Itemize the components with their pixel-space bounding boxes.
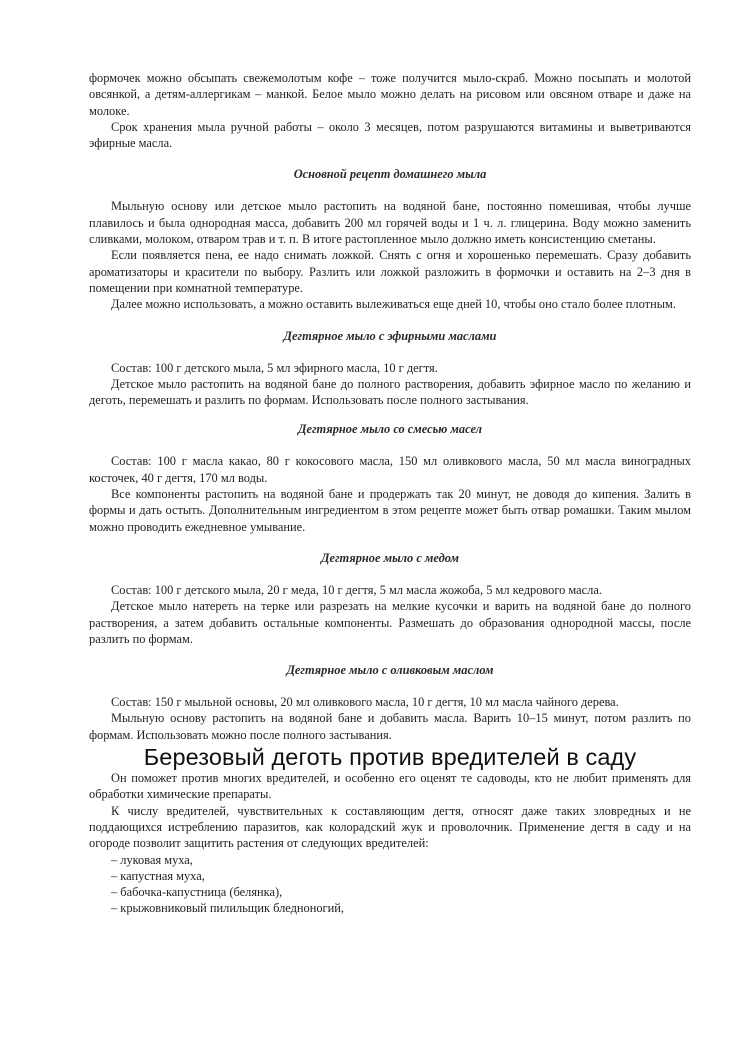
tar-oils-method: Все компоненты растопить на водяной бане и продержать так 20 минут, не доводя до кипения. Залить в формы и дать остыть. Дополнительным ингредиентом в этом рецепте может быть отвар ромашки. Таким мылом можно проводить ежедневное умывание. <box>89 487 691 534</box>
section-heading-tar-olive: Дегтярное мыло с оливковым маслом <box>286 663 494 678</box>
section-heading-tar-honey: Дегтярное мыло с медом <box>321 550 459 565</box>
section-heading-tar-oils: Дегтярное мыло со смесью масел <box>298 422 482 437</box>
tar-essential-ingredients: Состав: 100 г детского мыла, 5 мл эфирного масла, 10 г дегтя. <box>111 360 438 375</box>
tar-honey-method: Детское мыло натереть на терке или разрезать на мелкие кусочки и варить на водяной бане до полного растворения, а затем добавить остальные компоненты. Размешать до образования однородной массы, после разлить по формам. <box>89 599 691 646</box>
list-item: – крыжовниковый пилильщик бледноногий, <box>111 901 344 916</box>
garden-paragraph-2: К числу вредителей, чувствительных к составляющим дегтя, относят даже таких зловредных и не поддающихся истреблению паразитов, как колорадский жук и проволочник. Применение дегтя в саду и на огороде позволит защитить растения от следующих вредителей: <box>89 803 691 851</box>
basic-recipe-paragraph-2: Если появляется пена, ее надо снимать ложкой. Снять с огня и хорошенько перемешать. Сразу добавить ароматизаторы и красители по выбору. Разлить или ложкой разложить в формочки и оставить на 2–3 дня в помещении при комнатной температуре. <box>89 248 691 295</box>
tar-oils-ingredients: Состав: 100 г масла какао, 80 г кокосового масла, 150 мл оливкового масла, 50 мл масла виноградных косточек, 40 г дегтя, 170 мл воды. <box>89 454 691 485</box>
basic-recipe-paragraph-1: Мыльную основу или детское мыло растопить на водяной бане, постоянно помешивая, чтобы лучше плавилось и была однородная масса, добавить 200 мл горячей воды и 1 ч. л. глицерина. Воду можно заменить сливками, молоком, отваром трав и т. п. В итоге растопленное мыло должно иметь консистенцию сметаны. <box>89 199 691 247</box>
tar-honey-ingredients: Состав: 100 г детского мыла, 20 г меда, 10 г дегтя, 5 мл масла жожоба, 5 мл кедрового масла. <box>111 582 602 597</box>
tar-olive-ingredients: Состав: 150 г мыльной основы, 20 мл оливкового масла, 10 г дегтя, 10 мл масла чайного дерева. <box>111 695 619 710</box>
section-heading-basic-recipe: Основной рецепт домашнего мыла <box>293 167 487 182</box>
garden-paragraph-1: Он поможет против многих вредителей, и особенно его оценят те садоводы, кто не любит применять для обработки химические препараты. <box>89 771 691 802</box>
page-content <box>89 70 691 917</box>
basic-recipe-paragraph-3: Далее можно использовать, а можно оставить вылеживаться еще дней 10, чтобы оно стало более плотным. <box>111 297 676 312</box>
intro-paragraph-1: формочек можно обсыпать свежемолотым кофе – тоже получится мыло-скраб. Можно посыпать и молотой овсянкой, а детям-аллергикам – манкой. Белое мыло можно делать на рисовом или овсяном отваре и даже на молоке. <box>89 71 691 118</box>
tar-olive-method: Мыльную основу растопить на водяной бане и добавить масла. Варить 10–15 минут, потом разлить по формам. Использовать можно после полного застывания. <box>89 711 691 742</box>
list-item: – луковая муха, <box>111 852 193 867</box>
intro-paragraph-2: Срок хранения мыла ручной работы – около 3 месяцев, потом разрушаются витамины и выветриваются эфирные масла. <box>89 119 691 151</box>
list-item: – бабочка-капустница (белянка), <box>111 885 283 900</box>
section-heading-tar-essential: Дегтярное мыло с эфирными маслами <box>283 328 497 343</box>
list-item: – капустная муха, <box>111 868 205 883</box>
pest-list <box>89 852 691 917</box>
chapter-heading-garden: Березовый деготь против вредителей в саду <box>143 744 637 771</box>
tar-essential-method: Детское мыло растопить на водяной бане до полного растворения, добавить эфирное масло по желанию и деготь, перемешать и разлить по формам. Использовать после полного застывания. <box>89 376 691 408</box>
